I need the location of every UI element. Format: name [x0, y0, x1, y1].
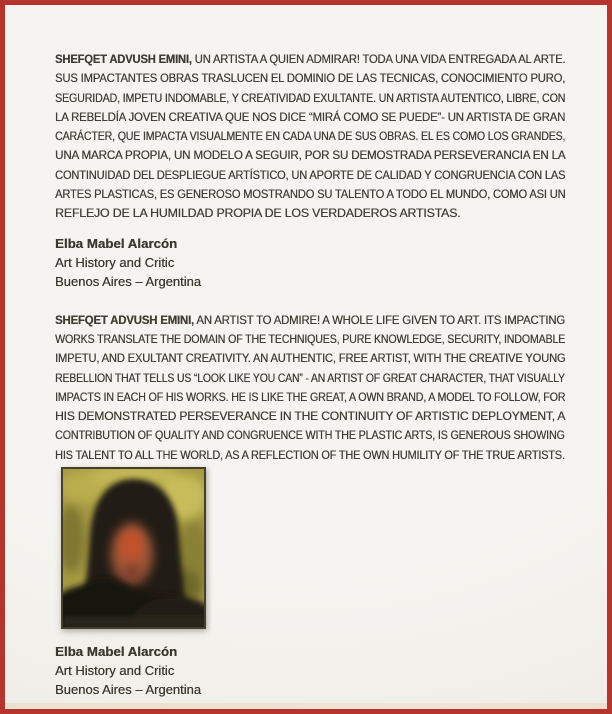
signature-block-top	[55, 234, 565, 291]
artist-name-en: SHEFQET ADVUSH EMINI,	[55, 312, 194, 327]
paragraph-lines-es	[55, 69, 565, 223]
text-line: LA REBELDÍA JOVEN CREATIVA QUE NOS DICE “MIRÁ COMO SE PUEDE”- UN ARTISTA DE GRAN	[55, 109, 566, 124]
paragraph-english	[55, 311, 565, 465]
text-line	[55, 50, 566, 69]
portrait-photo	[61, 467, 206, 629]
first-line-text-es: UN ARTISTA A QUIEN ADMIRAR! TODA UNA VIDA ENTREGADA AL ARTE.	[194, 52, 566, 66]
text-line: SUS IMPACTANTES OBRAS TRASLUCEN EL DOMINIO DE LAS TECNICAS, CONOCIMIENTO PURO,	[55, 71, 566, 86]
signature-role: Art History and Critic	[55, 663, 175, 679]
signature-name: Elba Mabel Alarcón	[55, 644, 178, 660]
text-line: WORKS TRANSLATE THE DOMAIN OF THE TECHNIQUES, PURE KNOWLEDGE, SECURITY, INDOMABLE	[55, 331, 566, 346]
text-line	[55, 311, 565, 330]
text-line: IMPETU, AND EXULTANT CREATIVITY. AN AUTHENTIC, FREE ARTIST, WITH THE CREATIVE YOUNG	[55, 351, 566, 366]
signature-role: Art History and Critic	[55, 254, 175, 270]
text-line: REBELLION THAT TELLS US “LOOK LIKE YOU CAN” - AN ARTIST OF GREAT CHARACTER, THAT VISUALLY	[55, 370, 565, 385]
text-line: CONTINUIDAD DEL DESPLIEGUE ARTÍSTICO, UN APORTE DE CALIDAD Y CONGRUENCIA CON LAS	[55, 167, 566, 182]
text-line: HIS DEMONSTRATED PERSEVERANCE IN THE CONTINUITY OF ARTISTIC DEPLOYMENT, A	[55, 409, 566, 424]
text-line: IMPACTS IN EACH OF HIS WORKS. HE IS LIKE THE GREAT, A OWN BRAND, A MODEL TO FOLLOW, FOR	[55, 389, 566, 404]
signature-block-bottom	[55, 642, 565, 699]
text-line: HIS TALENT TO ALL THE WORLD, AS A REFLECTION OF THE OWN HUMILITY OF THE TRUE ARTISTS.	[55, 447, 565, 462]
text-line: SEGURIDAD, IMPETU INDOMABLE, Y CREATIVIDAD EXULTANTE. UN ARTISTA AUTENTICO, LIBRE, CON	[55, 90, 566, 105]
text-line: CONTRIBUTION OF QUALITY AND CONGRUENCE WITH THE PLASTIC ARTS, IS GENEROUS SHOWING	[55, 428, 565, 443]
paper-background	[5, 5, 607, 709]
paragraph-lines-en	[55, 330, 565, 465]
signature-location: Buenos Aires – Argentina	[55, 273, 201, 289]
paragraph-spanish	[55, 50, 565, 224]
signature-name: Elba Mabel Alarcón	[55, 235, 178, 251]
text-line: ARTES PLASTICAS, ES GENEROSO MOSTRANDO SU TALENTO A TODO EL MUNDO, COMO ASI UN	[55, 187, 566, 202]
portrait-photo-image	[63, 469, 204, 627]
artist-name-es: SHEFQET ADVUSH EMINI,	[55, 52, 192, 66]
text-line: REFLEJO DE LA HUMILDAD PROPIA DE LOS VERDADEROS ARTISTAS.	[55, 206, 461, 221]
signature-location: Buenos Aires – Argentina	[55, 682, 201, 698]
text-line: UNA MARCA PROPIA, UN MODELO A SEGUIR, POR SU DEMOSTRADA PERSEVERANCIA EN LA	[55, 148, 566, 163]
text-line: CARÁCTER, QUE IMPACTA VISUALMENTE EN CADA UNA DE SUS OBRAS. EL ES COMO LOS GRANDES,	[55, 129, 566, 144]
first-line-text-en: AN ARTIST TO ADMIRE! A WHOLE LIFE GIVEN TO ART. ITS IMPACTING	[196, 312, 565, 327]
